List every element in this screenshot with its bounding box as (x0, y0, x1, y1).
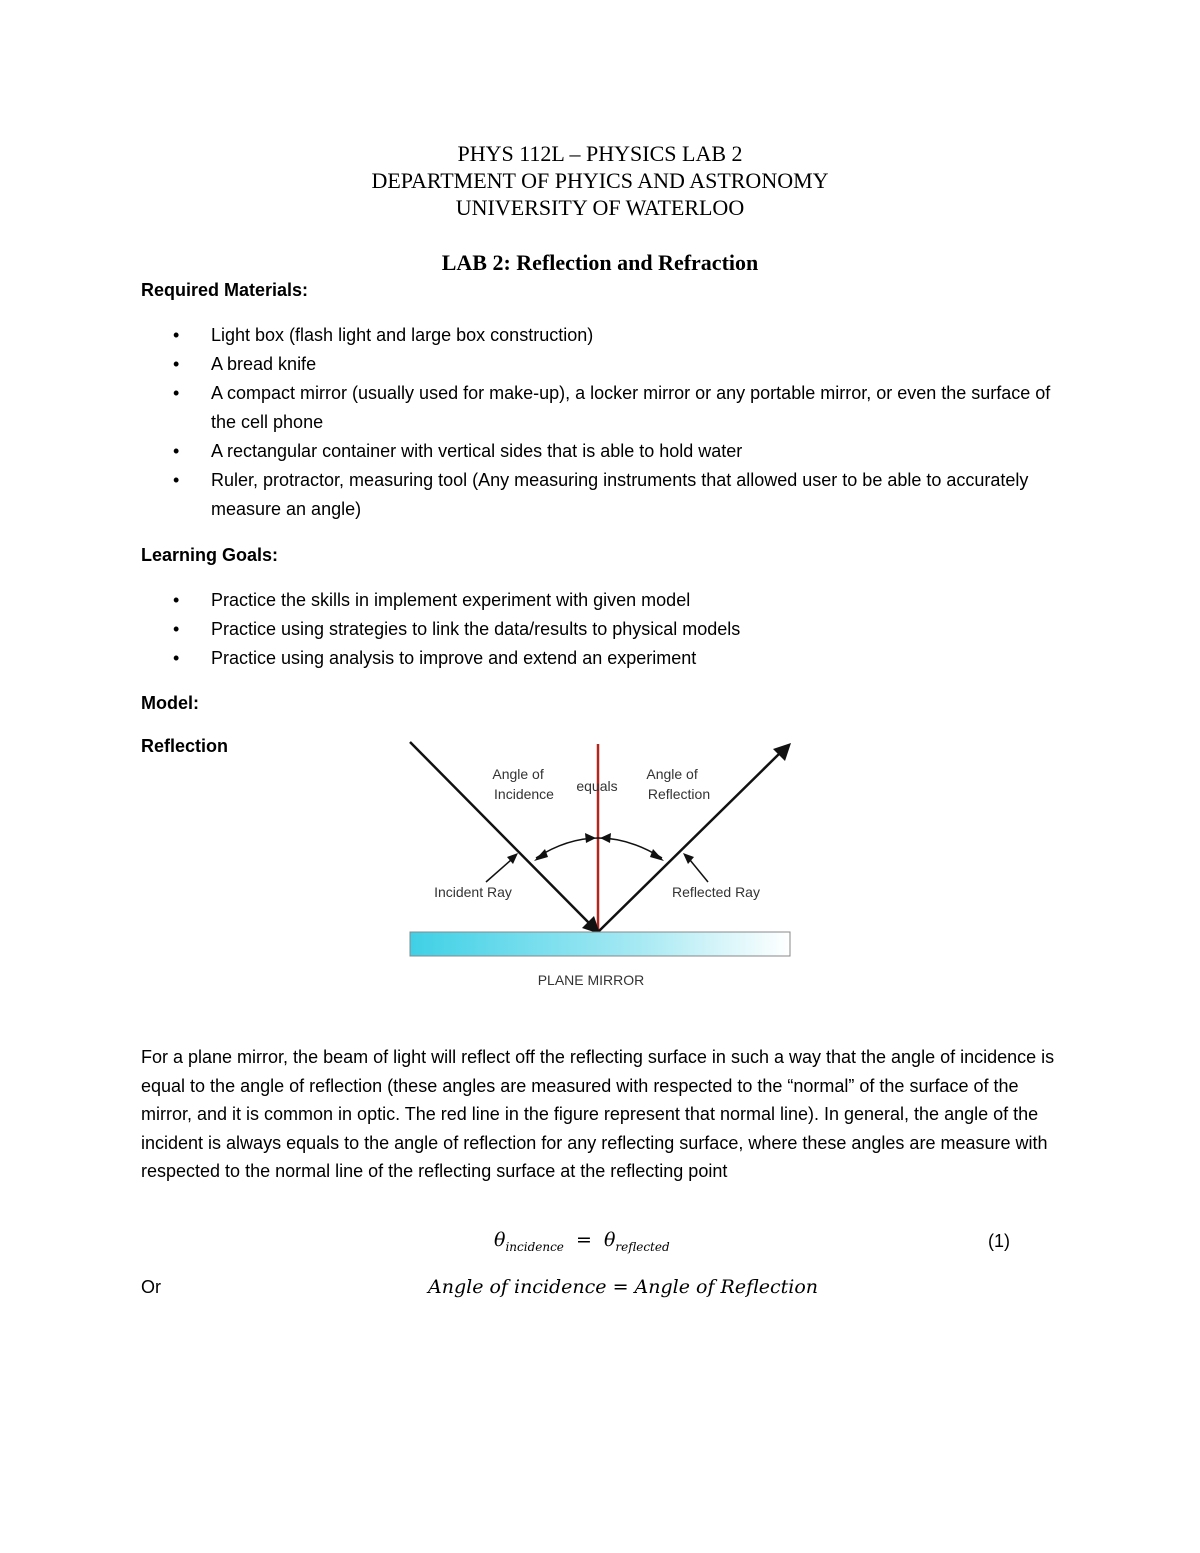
bullet-icon: • (173, 590, 180, 610)
list-item: • A rectangular container with vertical sides that is able to hold water (141, 437, 1071, 466)
goals-heading: Learning Goals: (141, 545, 279, 565)
lab-title: LAB 2: Reflection and Refraction (441, 250, 759, 275)
arc-arrow-mid-left-icon (585, 833, 596, 843)
reflected-ray-label: Reflected Ray (672, 884, 760, 900)
list-item: • Practice using strategies to link the data/results to physical models (141, 615, 1071, 644)
equation-2: Angle of incidence = Angle of Reflection (428, 1276, 819, 1298)
or-label: Or (141, 1277, 161, 1297)
bullet-icon: • (173, 648, 180, 668)
bullet-icon: • (173, 383, 180, 403)
incident-pointer-line (486, 860, 511, 882)
model-heading: Model: (141, 693, 199, 713)
angle-of-reflection-label: Angle of Reflection (646, 766, 711, 802)
list-item: • A bread knife (141, 350, 1071, 379)
list-item: • A compact mirror (usually used for make-up), a locker mirror or any portable mirror, or even the surface of the cell phone (141, 379, 1071, 437)
department-name: DEPARTMENT OF PHYICS AND ASTRONOMY (371, 168, 829, 193)
bullet-icon: • (173, 470, 180, 490)
equals-sign: = (575, 1229, 592, 1251)
course-title: PHYS 112L – PHYSICS LAB 2 (457, 141, 743, 166)
university-name: UNIVERSITY OF WATERLOO (455, 195, 745, 220)
materials-list (141, 321, 1071, 524)
incidence-subscript: incidence (505, 1239, 564, 1254)
plane-mirror (410, 932, 790, 956)
reflected-subscript: reflected (615, 1239, 670, 1254)
equation-number: (1) (988, 1231, 1010, 1251)
equals-label: equals (576, 778, 618, 794)
reflected-pointer-line (690, 860, 708, 882)
bullet-icon: • (173, 619, 180, 639)
plane-mirror-label: PLANE MIRROR (537, 972, 645, 988)
equation-1 (494, 1229, 670, 1254)
arc-arrow-mid-right-icon (600, 833, 611, 843)
theta-incidence-symbol: θ (494, 1229, 506, 1251)
bullet-icon: • (173, 325, 180, 345)
angle-of-incidence-label: Angle of Incidence (492, 766, 554, 802)
bullet-icon: • (173, 441, 180, 461)
materials-heading: Required Materials: (141, 280, 309, 300)
reflection-diagram (408, 740, 793, 990)
list-item: • Practice the skills in implement experiment with given model (141, 586, 1071, 615)
list-item: • Ruler, protractor, measuring tool (Any measuring instruments that allowed user to be able to accurately measure an angle) (141, 466, 1071, 524)
arc-arrow-left-icon (534, 849, 548, 861)
theta-reflected-symbol: θ (603, 1229, 616, 1251)
bullet-icon: • (173, 354, 180, 374)
list-item: • Practice using analysis to improve and extend an experiment (141, 644, 1071, 673)
list-item: • Light box (flash light and large box construction) (141, 321, 1071, 350)
reflection-paragraph: For a plane mirror, the beam of light will reflect off the reflecting surface in such a way that the angle of incidence is equal to the angle of reflection (these angles are measured with respected to the “normal” of the surface of the mirror, and it is common in optic. The red line in the figure represent that normal line). In general, the angle of the incident is always equals to the angle of reflection for any reflecting surface, where these angles are measure with respected to the normal line of the reflecting surface at the reflecting point (141, 1047, 1055, 1181)
arc-arrow-right-icon (650, 849, 664, 861)
incident-ray-label: Incident Ray (434, 884, 512, 900)
reflection-subheading: Reflection (141, 736, 229, 756)
goals-list (141, 586, 1071, 673)
document-header (0, 140, 1200, 221)
